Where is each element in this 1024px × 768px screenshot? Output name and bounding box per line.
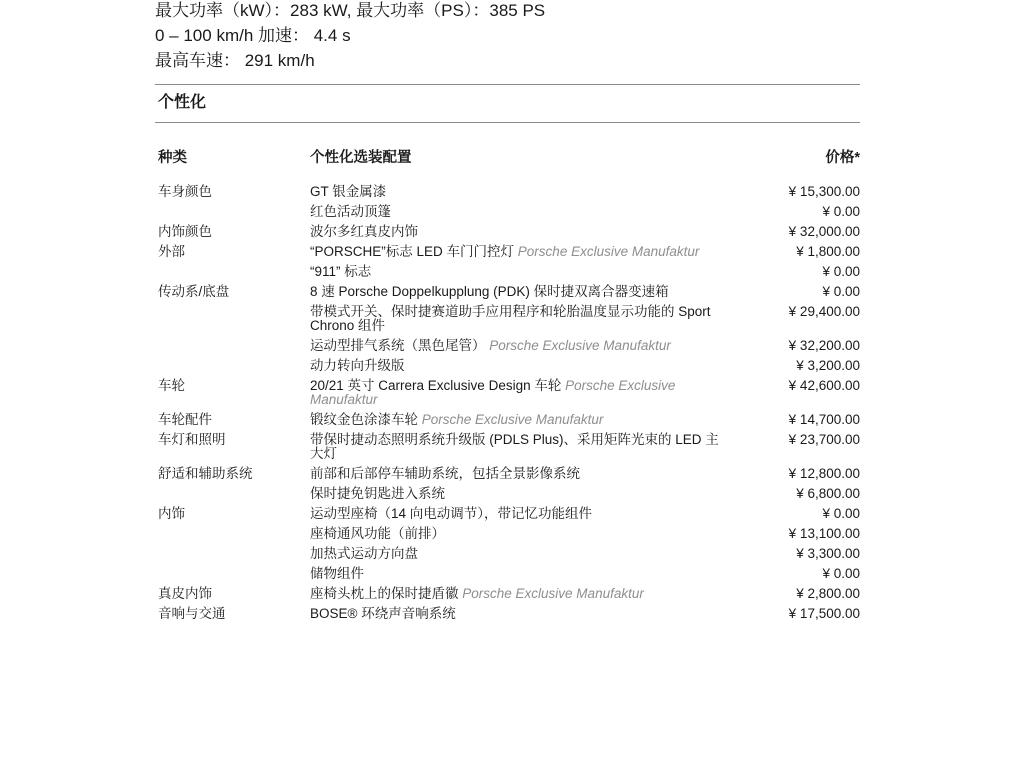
row-category: 车轮配件 xyxy=(158,412,212,427)
table-header xyxy=(155,149,860,167)
row-option xyxy=(310,527,730,541)
header-option: 个性化选装配置 xyxy=(310,150,412,166)
table-row xyxy=(155,242,860,262)
section-bottom-divider xyxy=(155,122,860,123)
row-price: ¥ 29,400.00 xyxy=(788,304,860,319)
row-option xyxy=(310,467,730,481)
row-option xyxy=(310,507,730,521)
row-price: ¥ 0.00 xyxy=(822,284,860,299)
document-page xyxy=(155,0,860,624)
row-option-brand: Porsche Exclusive Manufaktur xyxy=(421,412,604,427)
row-price: ¥ 0.00 xyxy=(822,506,860,521)
section-title: 个性化 xyxy=(158,94,207,111)
row-option-brand: Porsche Exclusive Manufaktur xyxy=(517,244,700,259)
row-option xyxy=(310,205,730,219)
row-option-brand: Porsche Exclusive Manufaktur xyxy=(310,378,676,407)
row-category xyxy=(155,567,310,581)
table-row xyxy=(155,430,860,464)
row-category: 外部 xyxy=(158,244,185,259)
row-price: ¥ 17,500.00 xyxy=(788,606,860,621)
row-category: 内饰颜色 xyxy=(158,224,212,239)
row-category xyxy=(155,359,310,373)
table-row xyxy=(155,182,860,202)
row-category xyxy=(155,265,310,279)
row-option xyxy=(310,245,730,259)
row-option xyxy=(310,339,730,353)
row-option-text: 带保时捷动态照明系统升级版 (PDLS Plus)、采用矩阵光束的 LED 主大灯 xyxy=(310,432,719,461)
table-row xyxy=(155,302,860,336)
row-option xyxy=(310,567,730,581)
spec-power: 最大功率（kW）：283 kW, 最大功率（PS）：385 PS xyxy=(155,1,546,20)
row-price: ¥ 13,100.00 xyxy=(788,526,860,541)
row-price: ¥ 1,800.00 xyxy=(796,244,860,259)
row-option-text: 动力转向升级版 xyxy=(310,358,405,373)
table-row xyxy=(155,564,860,584)
row-category: 传动系/底盘 xyxy=(158,284,230,299)
row-price: ¥ 3,300.00 xyxy=(796,546,860,561)
row-price: ¥ 0.00 xyxy=(822,566,860,581)
row-option-text: BOSE® 环绕声音响系统 xyxy=(310,606,456,621)
row-option xyxy=(310,359,730,373)
row-price: ¥ 14,700.00 xyxy=(788,412,860,427)
table-row xyxy=(155,410,860,430)
specs-block xyxy=(155,0,860,73)
row-option-text: 座椅通风功能（前排） xyxy=(310,526,445,541)
row-option-text: “911” 标志 xyxy=(310,264,372,279)
table-row xyxy=(155,504,860,524)
header-price: 价格* xyxy=(825,150,860,166)
table-row xyxy=(155,544,860,564)
row-option-text: 运动型座椅（14 向电动调节），带记忆功能组件 xyxy=(310,506,593,521)
row-option-text: 20/21 英寸 Carrera Exclusive Design 车轮 xyxy=(310,378,562,393)
row-category xyxy=(155,487,310,501)
row-category xyxy=(155,339,310,353)
row-price: ¥ 32,000.00 xyxy=(788,224,860,239)
table-row xyxy=(155,376,860,410)
spec-top-speed: 最高车速： 291 km/h xyxy=(155,51,315,70)
row-option-text: 加热式运动方向盘 xyxy=(310,546,418,561)
row-option xyxy=(310,305,730,333)
table-body xyxy=(155,182,860,624)
row-category xyxy=(155,527,310,541)
row-option-text: 保时捷免钥匙进入系统 xyxy=(310,486,445,501)
row-option-text: GT 银金属漆 xyxy=(310,184,387,199)
row-price: ¥ 42,600.00 xyxy=(788,378,860,393)
row-option-brand: Porsche Exclusive Manufaktur xyxy=(489,338,671,353)
row-option xyxy=(310,265,730,279)
row-option xyxy=(310,487,730,501)
row-option-text: 红色活动顶篷 xyxy=(310,204,391,219)
row-option xyxy=(310,547,730,561)
table-row xyxy=(155,524,860,544)
row-option xyxy=(310,587,730,601)
row-option-text: 运动型排气系统（黑色尾管） xyxy=(310,338,486,353)
row-option-text: 带模式开关、保时捷赛道助手应用程序和轮胎温度显示功能的 Sport Chrono 组件 xyxy=(310,304,711,333)
table-row xyxy=(155,584,860,604)
row-option xyxy=(310,433,730,461)
row-price: ¥ 0.00 xyxy=(822,204,860,219)
row-option xyxy=(310,413,730,427)
row-option xyxy=(310,379,730,407)
row-category: 内饰 xyxy=(158,506,185,521)
row-price: ¥ 6,800.00 xyxy=(796,486,860,501)
table-row xyxy=(155,262,860,282)
table-row xyxy=(155,356,860,376)
row-category xyxy=(155,205,310,219)
row-option-brand: Porsche Exclusive Manufaktur xyxy=(462,586,644,601)
row-option-text: 8 速 Porsche Doppelkupplung (PDK) 保时捷双离合器变速箱 xyxy=(310,284,669,299)
row-category: 车轮 xyxy=(158,378,185,393)
row-price: ¥ 12,800.00 xyxy=(788,466,860,481)
table-row xyxy=(155,484,860,504)
row-category: 舒适和辅助系统 xyxy=(158,466,253,481)
options-table xyxy=(155,149,860,624)
row-option-text: 波尔多红真皮内饰 xyxy=(310,224,418,239)
table-row xyxy=(155,222,860,242)
row-price: ¥ 3,200.00 xyxy=(796,358,860,373)
row-category xyxy=(155,547,310,561)
row-category: 音响与交通 xyxy=(158,606,226,621)
row-option-text: 前部和后部停车辅助系统，包括全景影像系统 xyxy=(310,466,580,481)
table-row xyxy=(155,464,860,484)
header-category: 种类 xyxy=(158,150,187,166)
table-row xyxy=(155,604,860,624)
row-price: ¥ 32,200.00 xyxy=(788,338,860,353)
row-option-text: 座椅头枕上的保时捷盾徽 xyxy=(310,586,459,601)
row-option xyxy=(310,225,730,239)
row-option-text: 储物组件 xyxy=(310,566,364,581)
table-row xyxy=(155,202,860,222)
row-price: ¥ 23,700.00 xyxy=(788,432,860,447)
row-category: 车灯和照明 xyxy=(158,432,226,447)
row-option-text: 锻纹金色涂漆车轮 xyxy=(310,412,418,427)
row-price: ¥ 0.00 xyxy=(822,264,860,279)
row-category: 车身颜色 xyxy=(158,184,212,199)
row-category xyxy=(155,305,310,333)
table-row xyxy=(155,336,860,356)
row-option xyxy=(310,607,730,621)
row-price: ¥ 2,800.00 xyxy=(796,586,860,601)
row-category: 真皮内饰 xyxy=(158,586,212,601)
row-option xyxy=(310,185,730,199)
table-row xyxy=(155,282,860,302)
row-price: ¥ 15,300.00 xyxy=(788,184,860,199)
row-option-text: “PORSCHE”标志 LED 车门门控灯 xyxy=(310,244,515,259)
spec-acceleration: 0 – 100 km/h 加速： 4.4 s xyxy=(155,26,351,45)
row-option xyxy=(310,285,730,299)
